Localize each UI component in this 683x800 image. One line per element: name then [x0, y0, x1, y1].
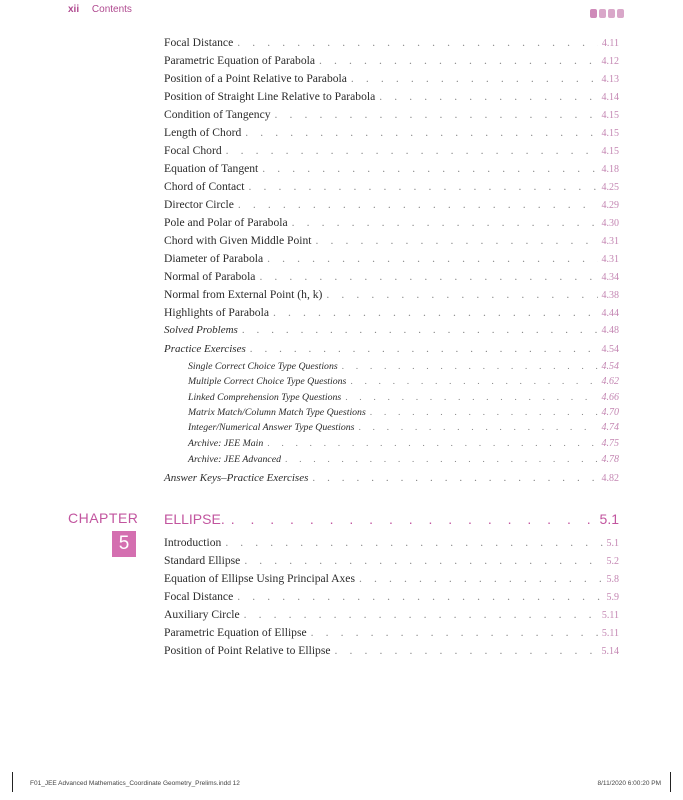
chapter-label: CHAPTER: [68, 510, 139, 526]
print-slug: [0, 772, 683, 792]
header-title: Contents: [91, 4, 132, 15]
toc-entry[interactable]: Auxiliary Circle . . . 5.11: [164, 608, 619, 624]
toc-subentry[interactable]: Multiple Correct Choice Type Questions . . . 4.62: [188, 376, 619, 392]
chapter-title-entry[interactable]: [164, 511, 619, 529]
toc-entry[interactable]: Focal Distance . . . 5.9: [164, 590, 619, 606]
toc-subentry[interactable]: Single Correct Choice Type Questions . . . 4.54: [188, 361, 619, 377]
chapter-number-badge: 5: [112, 531, 136, 557]
toc-entry[interactable]: Normal of Parabola . . . 4.34: [164, 270, 619, 286]
toc-entry[interactable]: Focal Distance . . . 4.11: [164, 36, 619, 52]
toc-entry[interactable]: Chord of Contact . . . 4.25: [164, 180, 619, 196]
toc-entry[interactable]: Practice Exercises . . . 4.54: [164, 343, 619, 359]
toc-entry[interactable]: Standard Ellipse . . . 5.2: [164, 554, 619, 570]
toc-entry[interactable]: Pole and Polar of Parabola . . . 4.30: [164, 216, 619, 232]
toc-subentry[interactable]: Archive: JEE Advanced . . . 4.78: [188, 454, 619, 470]
toc-entry[interactable]: Focal Chord . . . 4.15: [164, 144, 619, 160]
source-file-name: F01_JEE Advanced Mathematics_Coordinate Geometry_Prelims.indd 12: [30, 780, 240, 787]
toc-entry[interactable]: Condition of Tangency . . . 4.15: [164, 108, 619, 124]
toc-entry[interactable]: Highlights of Parabola . . . 4.44: [164, 306, 619, 322]
toc-subentry[interactable]: Matrix Match/Column Match Type Questions . . . 4.70: [188, 407, 619, 423]
print-timestamp: 8/11/2020 6:00:20 PM: [597, 780, 661, 787]
page-number: xii: [68, 4, 80, 15]
toc-subentry[interactable]: Integer/Numerical Answer Type Questions . . . 4.74: [188, 422, 619, 438]
toc-subentry[interactable]: Archive: JEE Main . . . 4.75: [188, 438, 619, 454]
toc-entry[interactable]: Parametric Equation of Parabola . . . 4.12: [164, 54, 619, 70]
toc-subentry[interactable]: Linked Comprehension Type Questions . . . 4.66: [188, 392, 619, 408]
toc-entry[interactable]: Position of Point Relative to Ellipse . . . 5.14: [164, 644, 619, 660]
toc-entry[interactable]: Answer Keys–Practice Exercises . . . 4.82: [164, 472, 619, 488]
decorative-tabs: [590, 9, 624, 18]
toc-entry[interactable]: Parametric Equation of Ellipse . . . 5.11: [164, 626, 619, 642]
toc-entry[interactable]: Length of Chord . . . 4.15: [164, 126, 619, 142]
toc-entry[interactable]: Introduction . . . 5.1: [164, 536, 619, 552]
toc-entry[interactable]: Diameter of Parabola . . . 4.31: [164, 252, 619, 268]
toc-entry[interactable]: Position of Straight Line Relative to Parabola . . . 4.14: [164, 90, 619, 106]
toc-entry[interactable]: Director Circle . . . 4.29: [164, 198, 619, 214]
toc-entry[interactable]: Position of a Point Relative to Parabola . . . 4.13: [164, 72, 619, 88]
toc-entry[interactable]: Normal from External Point (h, k) . . . 4.38: [164, 288, 619, 304]
chapter-start-page: 5.1: [599, 511, 619, 527]
toc-entry[interactable]: Chord with Given Middle Point . . . 4.31: [164, 234, 619, 250]
toc-entry[interactable]: Solved Problems . . . 4.48: [164, 324, 619, 340]
toc-entry[interactable]: Equation of Ellipse Using Principal Axes . . . 5.8: [164, 572, 619, 588]
crop-mark: [670, 772, 671, 792]
running-header: [68, 4, 132, 15]
toc-entry[interactable]: Equation of Tangent . . . 4.18: [164, 162, 619, 178]
crop-mark: [12, 772, 13, 792]
chapter-title: ELLIPSE.: [164, 511, 225, 527]
